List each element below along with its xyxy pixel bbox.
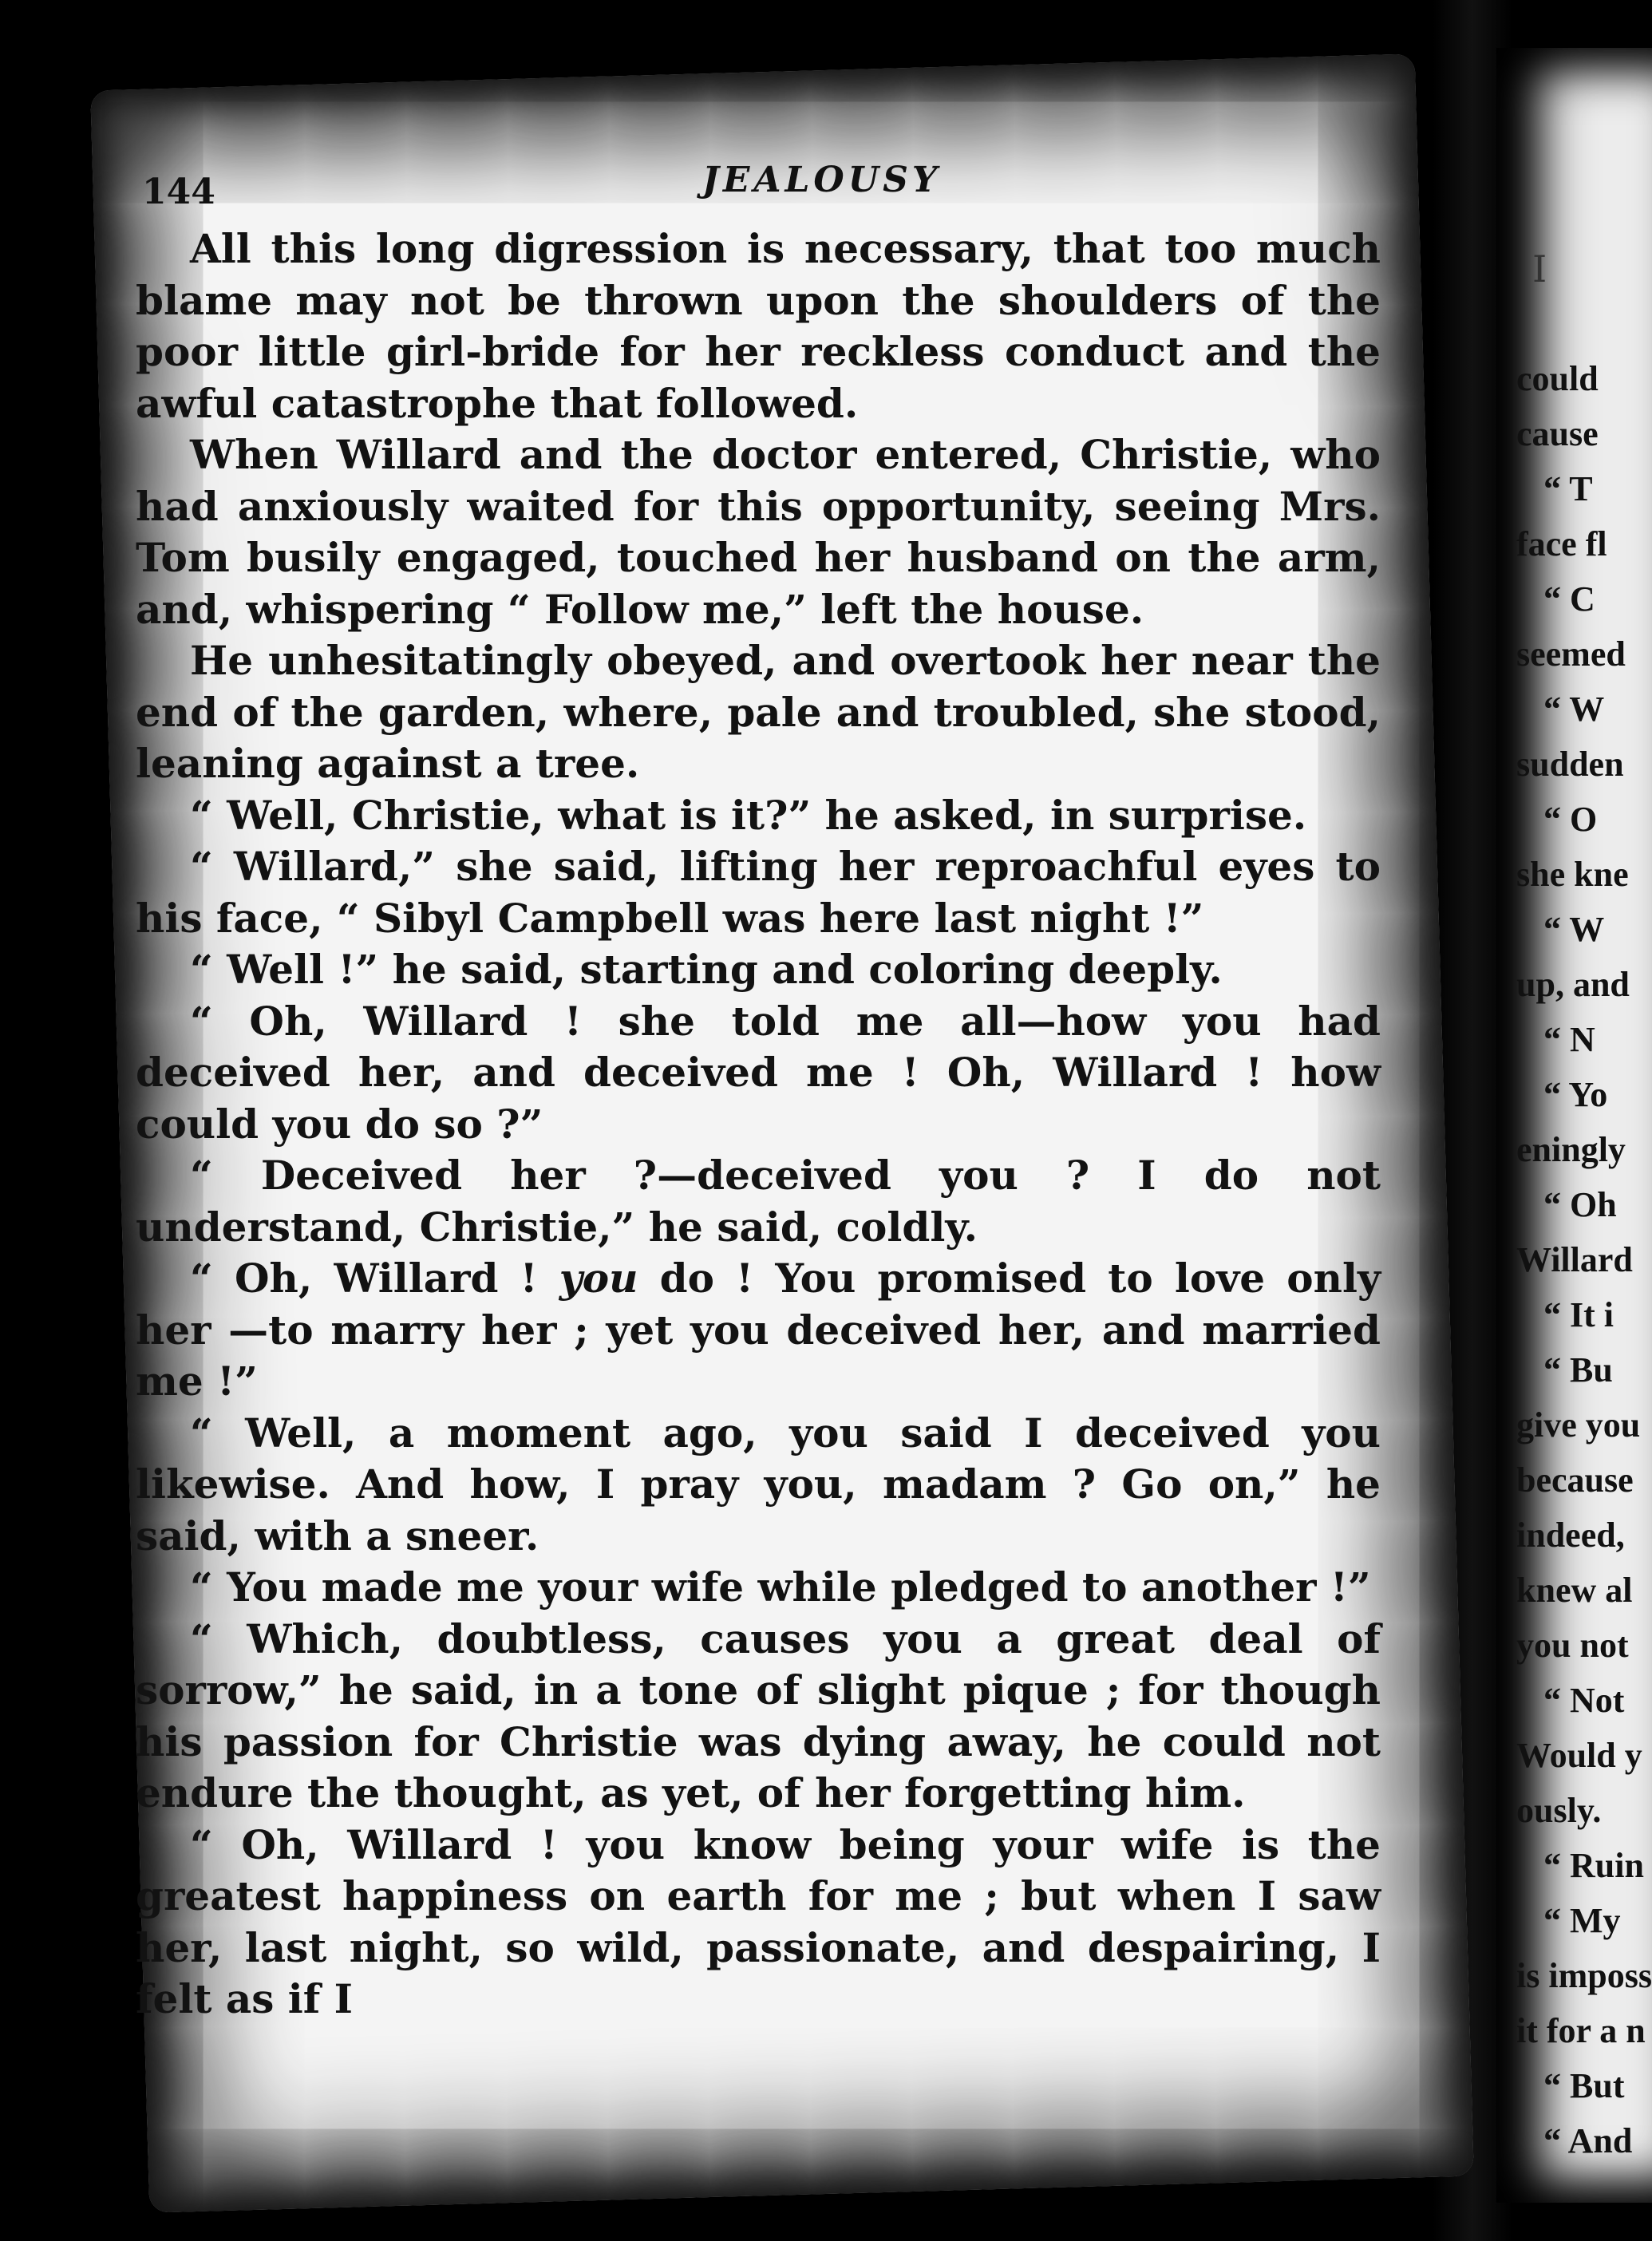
paragraph: “ You made me your wife while pledged to another !” — [190, 1563, 1371, 1611]
right-page-line: “ N — [1543, 1020, 1595, 1059]
right-page-line: “ Bu — [1543, 1350, 1613, 1389]
right-page-line: “ T — [1543, 469, 1593, 508]
right-page-line: “ Yo — [1543, 1075, 1608, 1114]
right-page-line: “ Oh — [1543, 1185, 1617, 1224]
paragraph: “ Well, Christie, what is it?” he asked, in surprise. — [190, 791, 1307, 839]
right-page-line: cause — [1516, 414, 1599, 453]
right-page-line: you not — [1516, 1626, 1629, 1665]
right-page-line: “ W — [1543, 910, 1605, 949]
right-page-line: “ C — [1543, 579, 1595, 619]
right-page-line: face fl — [1516, 524, 1607, 563]
page-number: 144 — [142, 172, 215, 212]
right-page-line: it for a n — [1516, 2011, 1646, 2050]
right-page-line: “ W — [1543, 690, 1605, 729]
right-page-line: because — [1516, 1460, 1634, 1500]
right-page-line: she kne — [1516, 855, 1629, 894]
paragraph: “ Well !” he said, starting and coloring deeply. — [190, 946, 1223, 993]
paragraph: “ Which, doubtless, causes you a great deal of sorrow,” he said, in a tone of slight pique ; for though his passion for Christie was dying away, he could not endure the thought, as yet, of her forgetting him. — [136, 1615, 1381, 1816]
right-page-line: seemed — [1516, 634, 1626, 674]
right-page-line: “ Ruin — [1543, 1846, 1644, 1885]
paragraph: “ Deceived her ?—deceived you ? I do not understand, Christie,” he said, coldly. — [136, 1152, 1381, 1251]
right-page-line: up, and — [1516, 965, 1630, 1004]
right-page-line: is imposs — [1516, 1956, 1652, 1995]
right-page-line: Would y — [1516, 1736, 1642, 1775]
right-page-line: “ It i — [1543, 1295, 1614, 1334]
paragraph: He unhesitatingly obeyed, and overtook her near the end of the garden, where, pale and troubled, she stood, leaning against a tree. — [136, 637, 1381, 787]
right-page-line: knew al — [1516, 1571, 1633, 1610]
right-page-line: indeed, — [1516, 1516, 1625, 1555]
paragraph — [136, 1253, 1381, 1408]
running-head: JEALOUSY — [702, 160, 942, 200]
right-page-line: Willard — [1516, 1240, 1633, 1279]
right-page-line: “ And — [1543, 2121, 1633, 2160]
paragraph: All this long digression is necessary, that too much blame may not be thrown upon the shoulders of the poor little girl-bride for her reckless conduct and the awful catastrophe that followed. — [136, 225, 1381, 427]
right-page-line: “ But — [1543, 2066, 1625, 2105]
right-page-line: “ O — [1543, 800, 1598, 839]
paragraph: “ Well, a moment ago, you said I deceived you likewise. And how, I pray you, madam ? Go on,” he said, with a sneer. — [136, 1409, 1381, 1559]
paragraph: When Willard and the doctor entered, Christie, who had anxiously waited for this opportunity, seeing Mrs. Tom busily engaged, touched her husband on the arm, and, whispering “ Follow me,” left the house. — [136, 431, 1381, 633]
paragraph: “ Oh, Willard ! she told me all—how you had deceived her, and deceived me ! Oh, Willard ! how could you do so ?” — [136, 997, 1381, 1148]
emphasis: you — [559, 1255, 638, 1302]
page-body — [136, 223, 1381, 2026]
right-page-line: “ Not — [1543, 1681, 1625, 1720]
right-page-line: sudden — [1516, 745, 1624, 784]
right-page-text — [1516, 351, 1652, 2168]
right-page-line: give you — [1516, 1405, 1641, 1445]
right-page-line: eningly — [1516, 1130, 1626, 1169]
paragraph-text: “ Oh, Willard ! — [190, 1255, 559, 1302]
right-page-line: ously. — [1516, 1791, 1602, 1830]
paragraph: “ Oh, Willard ! you know being your wife is the greatest happiness on earth for me ; but when I saw her, last night, so wild, passionate, and despairing, I felt as if I — [136, 1820, 1381, 2022]
right-page-line: could — [1516, 359, 1599, 398]
paragraph: “ Willard,” she said, lifting her reproachful eyes to his face, “ Sibyl Campbell was here last night !” — [136, 843, 1381, 942]
paragraph-text: do ! You promised to love only her —to marry her ; yet you deceived her, and married me !” — [136, 1255, 1381, 1405]
right-page-line: “ My — [1543, 1901, 1621, 1940]
page-mark: I — [1532, 247, 1547, 290]
